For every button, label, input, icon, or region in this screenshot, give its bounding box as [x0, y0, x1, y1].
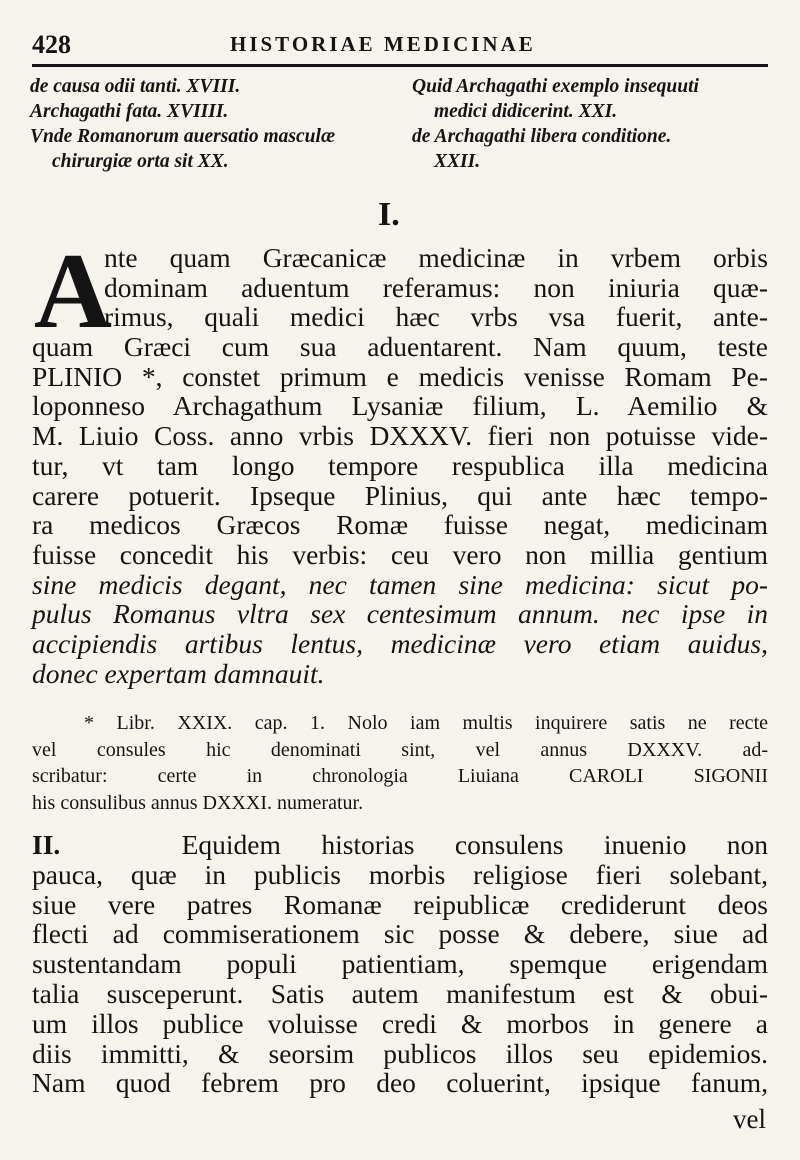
summary-right-column	[412, 74, 772, 174]
text-line: accipiendis artibus lentus, medicinæ vero etiam auidus,	[32, 627, 768, 659]
section-numeral: I.	[378, 196, 400, 233]
text-line: quam Græci cum sua aduentarent. Nam quum, teste	[32, 331, 768, 363]
text-line: sine medicis degant, nec tamen sine medicina: sicut po-	[32, 568, 768, 600]
section-one-text	[32, 232, 768, 689]
drop-cap: A	[34, 232, 112, 351]
text-line: siue vere patres Romanæ reipublicæ crediderunt deos	[32, 888, 768, 920]
summary-line: Archagathi fata. XVIIII.	[30, 101, 229, 122]
text-line: ra medicos Græcos Romæ fuisse negat, medicinam	[32, 509, 768, 541]
catchword: vel	[733, 1104, 766, 1134]
summary-line: de causa odii tanti. XVIII.	[30, 76, 241, 97]
text-line: PLINIO *, constet primum e medicis venisse Romam Pe-	[32, 360, 768, 392]
text-line: Nam quod febrem pro deo coluerint, ipsique fanum,	[32, 1067, 768, 1099]
text-line: flecti ad commiserationem sic posse & debere, siue ad	[32, 918, 768, 950]
summary-line: medici didicerint. XXI.	[434, 101, 618, 122]
footnote-line: vel consules hic denominati sint, vel annus DXXXV. ad-	[32, 738, 768, 761]
running-title: HISTORIAE MEDICINAE	[230, 32, 536, 56]
text-line: loponneso Archagathum Lysaniæ filium, L. Aemilio &	[32, 390, 768, 422]
text-line: diis immitti, & seorsim publicos illos seu epidemios.	[32, 1037, 768, 1069]
text-line: sustentandam populi patientiam, spemque erigendam	[32, 948, 768, 980]
text-line: Equidem historias consulens inuenio non	[181, 829, 769, 860]
text-line: M. Liuio Coss. anno vrbis DXXXV. fieri non potuisse vide-	[32, 420, 768, 452]
text-line: nte quam Græcanicæ medicinæ in vrbem orbis	[104, 242, 768, 273]
summary-line: XXII.	[434, 151, 481, 172]
footnote-line: his consulibus annus DXXXI. numeratur.	[32, 791, 364, 814]
text-line-first	[32, 830, 768, 860]
text-line: fuisse concedit his verbis: ceu vero non millia gentium	[32, 538, 768, 570]
text-line: dominam aduentum referamus: non iniuria quæ-	[104, 271, 768, 303]
text-line: tur, vt tam longo tempore respublica illa medicina	[32, 449, 768, 481]
running-head	[32, 28, 768, 64]
text-line: donec expertam damnauit.	[32, 657, 325, 689]
header-rule	[32, 64, 768, 67]
text-line: talia susceperunt. Satis autem manifestum est & obui-	[32, 977, 768, 1009]
summary-line: Vnde Romanorum auersatio masculæ	[30, 126, 336, 147]
footnote-line: * Libr. XXIX. cap. 1. Nolo iam multis inquirere satis ne recte	[84, 712, 768, 734]
section-numeral-two: II.	[32, 829, 61, 860]
summary-left-column	[30, 74, 410, 174]
section-two-text	[32, 830, 768, 1098]
text-line: pulus Romanus vltra sex centesimum annum. nec ipse in	[32, 598, 768, 630]
page-number: 428	[32, 30, 71, 59]
summary-line: chirurgiæ orta sit XX.	[52, 151, 229, 172]
text-line: rimus, quali medici hæc vrbs vsa fuerit, ante-	[104, 301, 768, 333]
text-line: carere potuerit. Ipseque Plinius, qui ante hæc tempo-	[32, 479, 768, 511]
summary-line: Quid Archagathi exemplo insequuti	[412, 76, 699, 97]
text-line: pauca, quæ in publicis morbis religiose fieri solebant,	[32, 858, 768, 890]
footnote	[32, 710, 768, 816]
summary-line: de Archagathi libera conditione.	[412, 126, 672, 147]
footnote-line: scribatur: certe in chronologia Liuiana CAROLI SIGONII	[32, 765, 768, 787]
text-line: um illos publice voluisse credi & morbos in genere a	[32, 1007, 768, 1039]
